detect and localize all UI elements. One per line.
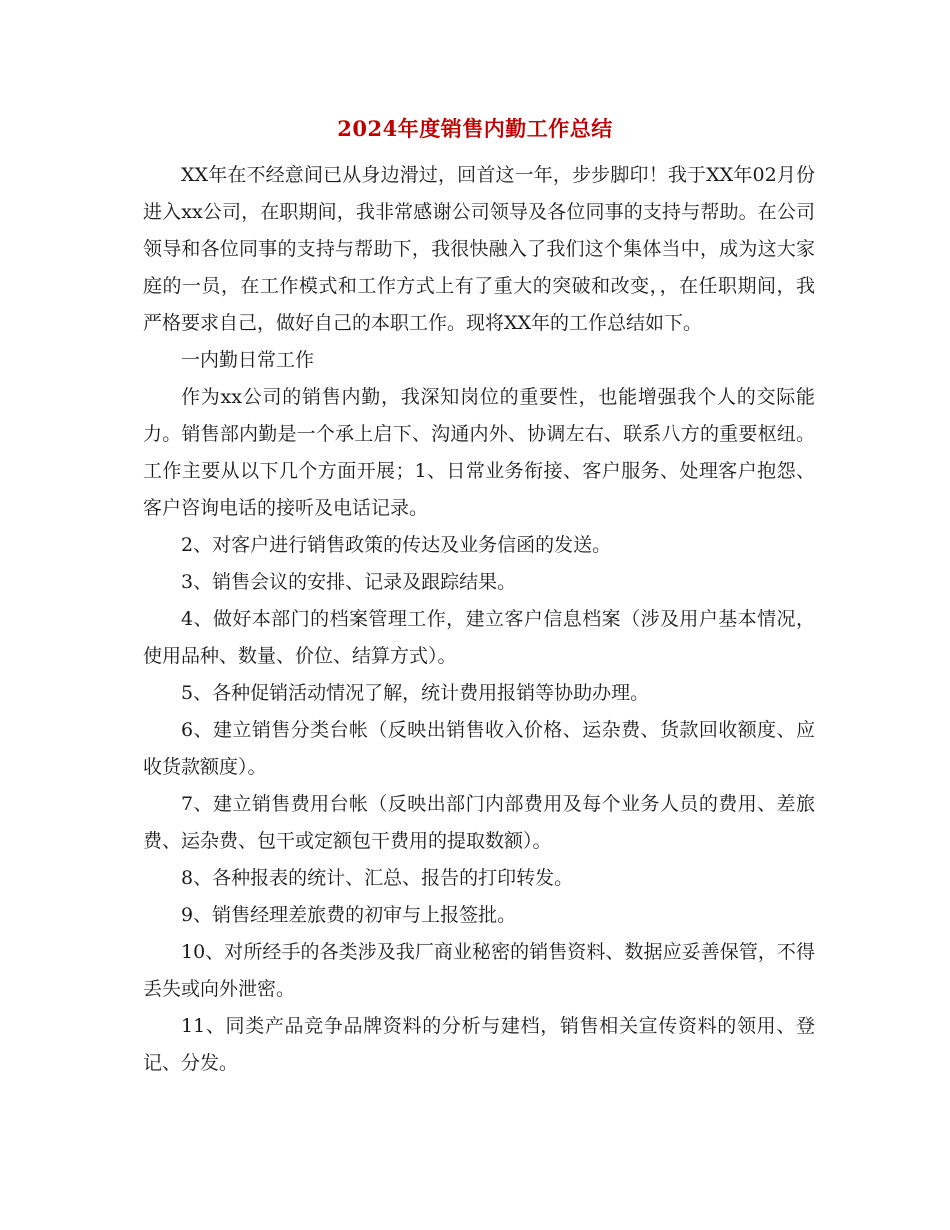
list-item-3: 3、销售会议的安排、记录及跟踪结果。: [181, 571, 517, 593]
list-item-4: 4、做好本部门的档案管理工作，建立客户信息档案（涉及用户基本情况，使用品种、数量、价位、结算方式）。: [143, 608, 815, 667]
list-item-11: 11、同类产品竞争品牌资料的分析与建档，销售相关宣传资料的领用、登记、分发。: [143, 1015, 815, 1074]
document-title: 2024年度销售内勤工作总结: [337, 116, 613, 141]
paragraph-role-description: 作为xx公司的销售内勤，我深知岗位的重要性，也能增强我个人的交际能力。销售部内勤是一个承上启下、沟通内外、协调左右、联系八方的重要枢纽。工作主要从以下几个方面开展；1、日常业务衔接、客户服务、处理客户抱怨、客户咨询电话的接听及电话记录。: [143, 386, 815, 519]
document-body: [143, 157, 815, 1082]
list-item-10: 10、对所经手的各类涉及我厂商业秘密的销售资料、数据应妥善保管，不得丢失或向外泄密。: [143, 941, 815, 1000]
list-item-8: 8、各种报表的统计、汇总、报告的打印转发。: [181, 867, 574, 889]
list-item-6: 6、建立销售分类台帐（反映出销售收入价格、运杂费、货款回收额度、应收货款额度）。: [143, 719, 815, 778]
list-item-2: 2、对客户进行销售政策的传达及业务信函的发送。: [181, 534, 612, 556]
paragraph-intro: XX年在不经意间已从身边滑过，回首这一年，步步脚印！我于XX年02月份进入xx公司，在职期间，我非常感谢公司领导及各位同事的支持与帮助。在公司领导和各位同事的支持与帮助下，我很快融入了我们这个集体当中，成为这大家庭的一员，在工作模式和工作方式上有了重大的突破和改变，，在任职期间，我严格要求自己，做好自己的本职工作。现将XX年的工作总结如下。: [143, 164, 815, 334]
list-item-7: 7、建立销售费用台帐（反映出部门内部费用及每个业务人员的费用、差旅费、运杂费、包干或定额包干费用的提取数额）。: [143, 793, 815, 852]
list-item-9: 9、销售经理差旅费的初审与上报签批。: [181, 904, 517, 926]
section-heading-daily-work: 一内勤日常工作: [181, 349, 315, 371]
list-item-5: 5、各种促销活动情况了解，统计费用报销等协助办理。: [181, 682, 650, 704]
